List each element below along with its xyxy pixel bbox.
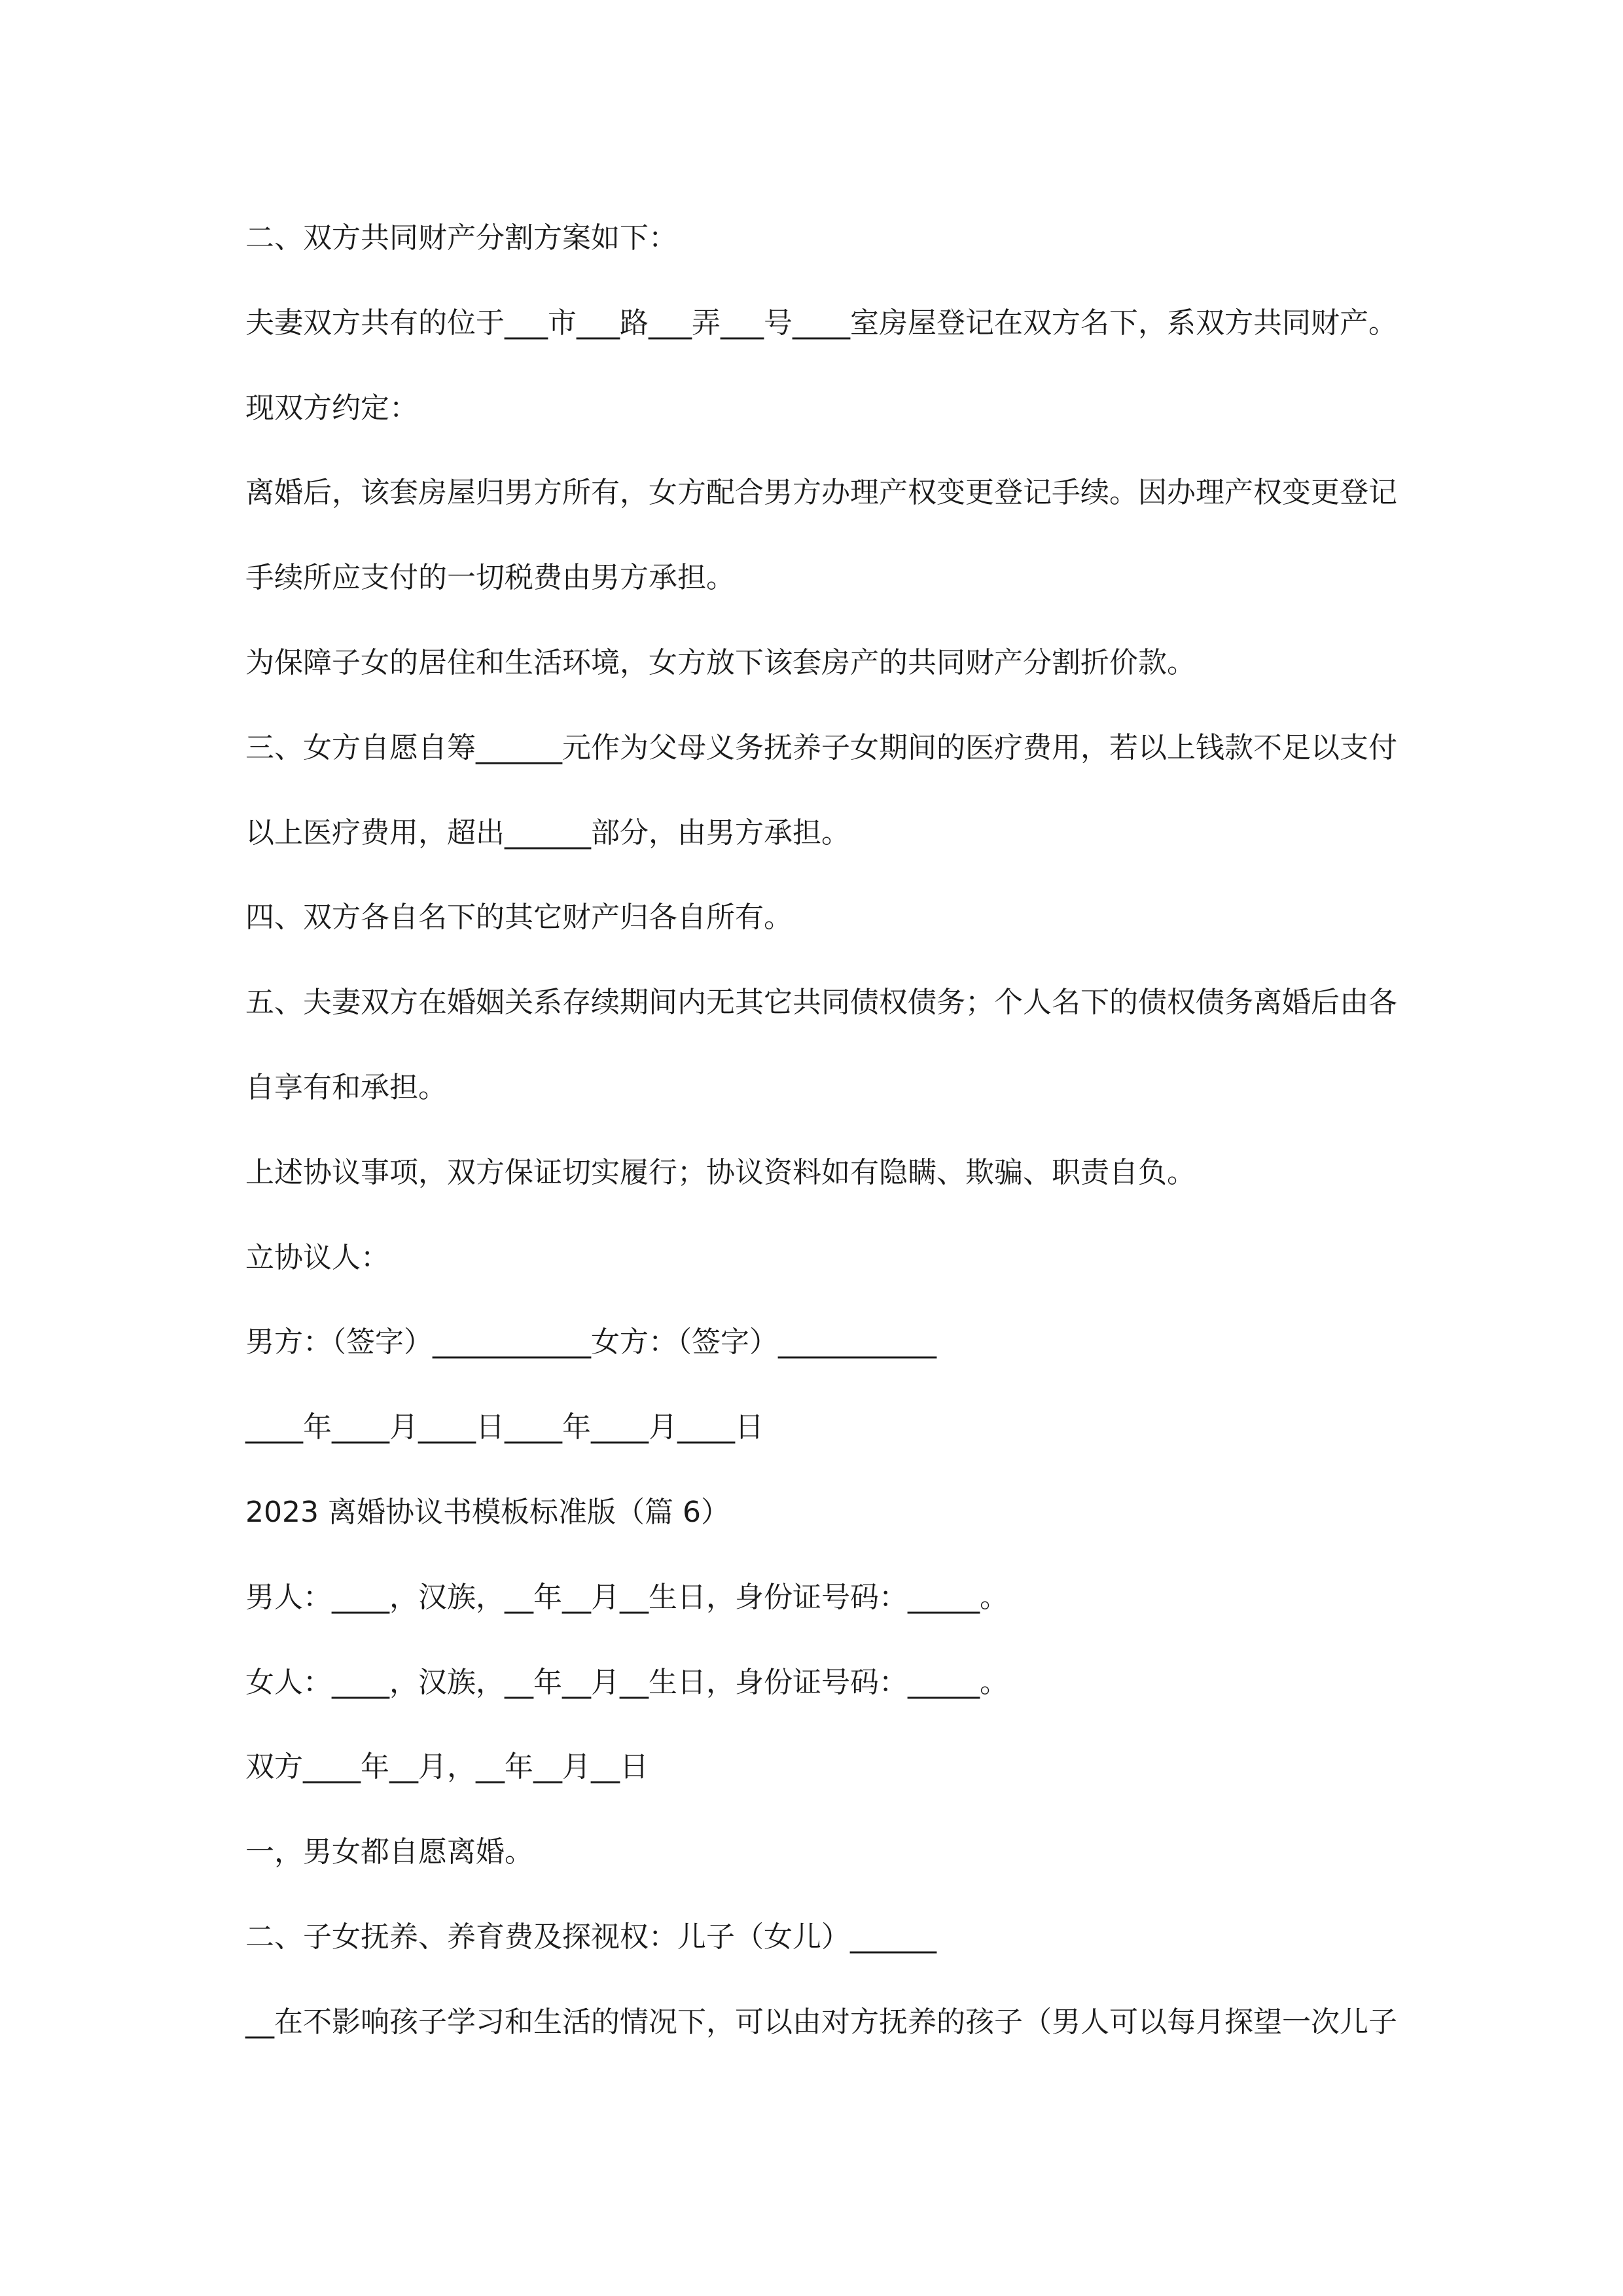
section-heading: 二、双方共同财产分割方案如下： bbox=[245, 221, 677, 255]
paragraph-line: 以上医疗费用，超出______部分，由男方承担。 bbox=[245, 816, 850, 850]
paragraph-line: 为保障子女的居住和生活环境，女方放下该套房产的共同财产分割折价款。 bbox=[245, 646, 1196, 679]
section-heading: 三、女方自愿自筹______元作为父母义务抚养子女期间的医疗费用，若以上钱款不足以支付 bbox=[245, 731, 1397, 764]
paragraph-line: 离婚后，该套房屋归男方所有，女方配合男方办理产权变更登记手续。因办理产权变更登记 bbox=[245, 476, 1397, 509]
signature-line: 男方：（签字）___________女方：（签字）___________ bbox=[245, 1325, 936, 1359]
section-heading: 四、双方各自名下的其它财产归各自所有。 bbox=[245, 901, 793, 934]
paragraph-line: 夫妻双方共有的位于___市___路___弄___号____室房屋登记在双方名下，系双方共同财产。 bbox=[245, 306, 1397, 340]
section-heading: 二、子女抚养、养育费及探视权：儿子（女儿）______ bbox=[245, 1920, 936, 1954]
signatory-label: 立协议人： bbox=[245, 1241, 389, 1274]
husband-info-line: 男人：____，汉族，__年__月__生日，身份证号码：_____。 bbox=[245, 1581, 1008, 1614]
paragraph-line: 手续所应支付的一切税费由男方承担。 bbox=[245, 561, 735, 594]
section-heading: 五、夫妻双方在婚姻关系存续期间内无其它共同债权债务；个人名下的债权债务离婚后由各 bbox=[245, 986, 1397, 1019]
paragraph-line: __在不影响孩子学习和生活的情况下，可以由对方抚养的孩子（男人可以每月探望一次儿子 bbox=[245, 2005, 1397, 2039]
section-heading: 一，男女都自愿离婚。 bbox=[245, 1835, 533, 1869]
document-title: 2023 离婚协议书模板标准版（篇 6） bbox=[245, 1496, 730, 1529]
paragraph-line: 自享有和承担。 bbox=[245, 1071, 447, 1104]
date-line: ____年____月____日____年____月____日 bbox=[245, 1410, 764, 1444]
marriage-date-line: 双方____年__月，__年__月__日 bbox=[245, 1750, 649, 1784]
paragraph-line: 上述协议事项，双方保证切实履行；协议资料如有隐瞒、欺骗、职责自负。 bbox=[245, 1156, 1196, 1189]
wife-info-line: 女人：____，汉族，__年__月__生日，身份证号码：_____。 bbox=[245, 1666, 1008, 1699]
paragraph-line: 现双方约定： bbox=[245, 391, 418, 425]
